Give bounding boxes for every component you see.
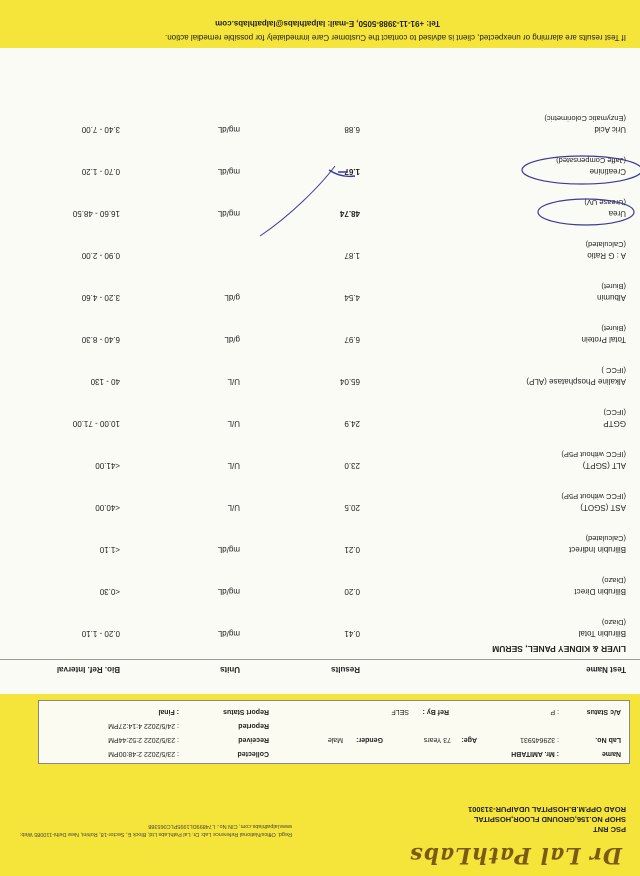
test-ref-interval: 0.20 - 1.10: [81, 629, 120, 638]
panel-title: LIVER & KIDNEY PANEL, SERUM: [492, 644, 626, 654]
test-result: 1.67: [344, 167, 360, 176]
test-name: Alkaline Phosphatase (ALP): [526, 377, 626, 386]
report-status-label: Report Status: [223, 708, 269, 715]
table-row: [0, 346, 640, 386]
age-value: 73 Years: [423, 736, 451, 743]
patient-info-box: [38, 700, 630, 764]
test-method: (IFCC without P5P): [561, 450, 626, 459]
test-result: 24.9: [344, 419, 360, 428]
col-results: Results: [331, 665, 360, 674]
test-method: (IFCC without P5P): [561, 492, 626, 501]
footer-contact: Tel: +91-11-3988-5050, E-mail: lalpathlabs@lalpathlabs.com: [215, 19, 440, 28]
test-method: (Diazo): [601, 618, 626, 627]
test-unit: mg/dL: [217, 629, 240, 638]
test-method: (Enzymatic Colorimetric): [544, 114, 626, 123]
table-row: [0, 136, 640, 176]
test-unit: U/L: [227, 377, 240, 386]
table-row: [0, 178, 640, 218]
test-method: (Biuret): [601, 324, 626, 333]
test-unit: U/L: [227, 503, 240, 512]
test-unit: g/dL: [224, 335, 240, 344]
test-name: ALT (SGPT): [582, 461, 626, 470]
table-row: [0, 304, 640, 344]
table-row: [0, 598, 640, 638]
test-ref-interval: 3.20 - 4.60: [81, 293, 120, 302]
test-ref-interval: 40 - 130: [90, 377, 120, 386]
test-result: 0.21: [344, 545, 360, 554]
test-name: Creatinine: [589, 167, 626, 176]
test-result: 23.0: [344, 461, 360, 470]
name-label: Name: [601, 750, 621, 757]
refby-value: SELF: [391, 708, 409, 715]
test-unit: U/L: [227, 419, 240, 428]
info-row: [39, 703, 629, 715]
test-ref-interval: 0.70 - 1.20: [81, 167, 120, 176]
test-method: (IFCC): [603, 408, 626, 417]
collected-label: Collected: [237, 750, 269, 757]
info-row: [39, 717, 629, 729]
test-ref-interval: 3.40 - 7.00: [81, 125, 120, 134]
table-row: [0, 262, 640, 302]
reported-value: : 24/5/2022 4:14:27PM: [108, 722, 179, 729]
test-result: 48.74: [339, 209, 360, 218]
address-line: SHOP NO.156,GROUND FLOOR,HOSPITAL: [473, 815, 626, 824]
test-name: Total Protein: [581, 335, 626, 344]
regd-office-text: Regd. Office/National Reference Lab: Dr. Lal PathLabs Ltd, Block E, Sector-18, Rohini, New Delhi-110085 Web: www.lalpathlabs.com, CIN No.: L74899DL1995PLC065388: [19, 823, 292, 837]
table-row: [0, 514, 640, 554]
gender-label: Gender:: [356, 736, 383, 743]
test-unit: mg/dL: [217, 167, 240, 176]
reported-label: Reported: [238, 722, 269, 729]
test-result: 1.87: [344, 251, 360, 260]
test-result: 6.97: [344, 335, 360, 344]
test-result: 65.04: [339, 377, 360, 386]
ac-status-value: : P: [550, 708, 559, 715]
name-value: : Mr. AMITABH: [511, 750, 559, 757]
info-row: [39, 745, 629, 757]
info-row: [39, 731, 629, 743]
test-ref-interval: <0.30: [99, 587, 120, 596]
table-row: [0, 220, 640, 260]
header-band: [0, 694, 640, 876]
test-result: 20.5: [344, 503, 360, 512]
gender-value: Male: [327, 736, 343, 743]
test-method: (Calculated): [585, 240, 626, 249]
test-result: 0.41: [344, 629, 360, 638]
collection-centre-address: [326, 804, 626, 834]
test-unit: mg/dL: [217, 209, 240, 218]
test-ref-interval: 16.60 - 48.50: [72, 209, 120, 218]
test-result: 6.88: [344, 125, 360, 134]
test-method: (Diazo): [601, 576, 626, 585]
test-name: Urea: [608, 209, 626, 218]
test-name: Bilirubin Indirect: [569, 545, 626, 554]
table-row: [0, 472, 640, 512]
test-name: Albumin: [597, 293, 626, 302]
collected-value: : 23/5/2022 2:48:00PM: [108, 750, 179, 757]
test-name: Uric Acid: [594, 125, 626, 134]
results-column-header: [0, 659, 640, 674]
test-unit: g/dL: [224, 293, 240, 302]
ac-status-label: A/c Status: [586, 708, 621, 715]
test-ref-interval: <41.00: [95, 461, 120, 470]
test-method: (Urease UV): [584, 198, 626, 207]
test-ref-interval: 10.00 - 71.00: [72, 419, 120, 428]
test-name: AST (SGOT): [580, 503, 626, 512]
table-row: [0, 430, 640, 470]
lab-logo: Dr Lal PathLabs: [409, 842, 622, 868]
test-unit: U/L: [227, 461, 240, 470]
test-name: GGTP: [603, 419, 626, 428]
col-test-name: Test Name: [586, 665, 626, 674]
footer-note: If Test results are alarming or unexpected, client is advised to contact the Customer Care immediately for possible remedial action.: [165, 33, 626, 42]
col-interval: Bio. Ref. Interval: [56, 665, 120, 674]
footer-band: [0, 0, 640, 48]
address-line: PSC RNT: [593, 825, 626, 834]
test-name: Bilirubin Direct: [574, 587, 626, 596]
test-unit: mg/dL: [217, 125, 240, 134]
test-unit: mg/dL: [217, 545, 240, 554]
test-name: A : G Ratio: [587, 251, 626, 260]
table-row: [0, 388, 640, 428]
refby-label: Ref By :: [422, 708, 449, 715]
test-method: (Jaffe Compensated): [556, 156, 626, 165]
test-method: (Biuret): [601, 282, 626, 291]
test-ref-interval: <40.00: [95, 503, 120, 512]
test-ref-interval: 0.90 - 2.00: [81, 251, 120, 260]
test-result: 0.20: [344, 587, 360, 596]
col-units: Units: [220, 665, 240, 674]
table-row: [0, 94, 640, 134]
test-name: Bilirubin Total: [578, 629, 626, 638]
age-label: Age:: [461, 736, 477, 743]
test-ref-interval: 6.40 - 8.30: [81, 335, 120, 344]
labno-value: : 329645931: [520, 736, 559, 743]
test-unit: mg/dL: [217, 587, 240, 596]
test-ref-interval: <1.10: [99, 545, 120, 554]
test-method: (Calculated): [585, 534, 626, 543]
received-value: : 23/5/2022 2:52:44PM: [108, 736, 179, 743]
test-method: (IFCC ): [601, 366, 626, 375]
labno-label: Lab No.: [595, 736, 621, 743]
report-status-value: : Final: [158, 708, 179, 715]
received-label: Received: [238, 736, 269, 743]
address-line: ROAD OPP.M.B.HOSPITAL UDAIPUR-313001: [468, 805, 626, 814]
table-row: [0, 556, 640, 596]
test-result: 4.54: [344, 293, 360, 302]
